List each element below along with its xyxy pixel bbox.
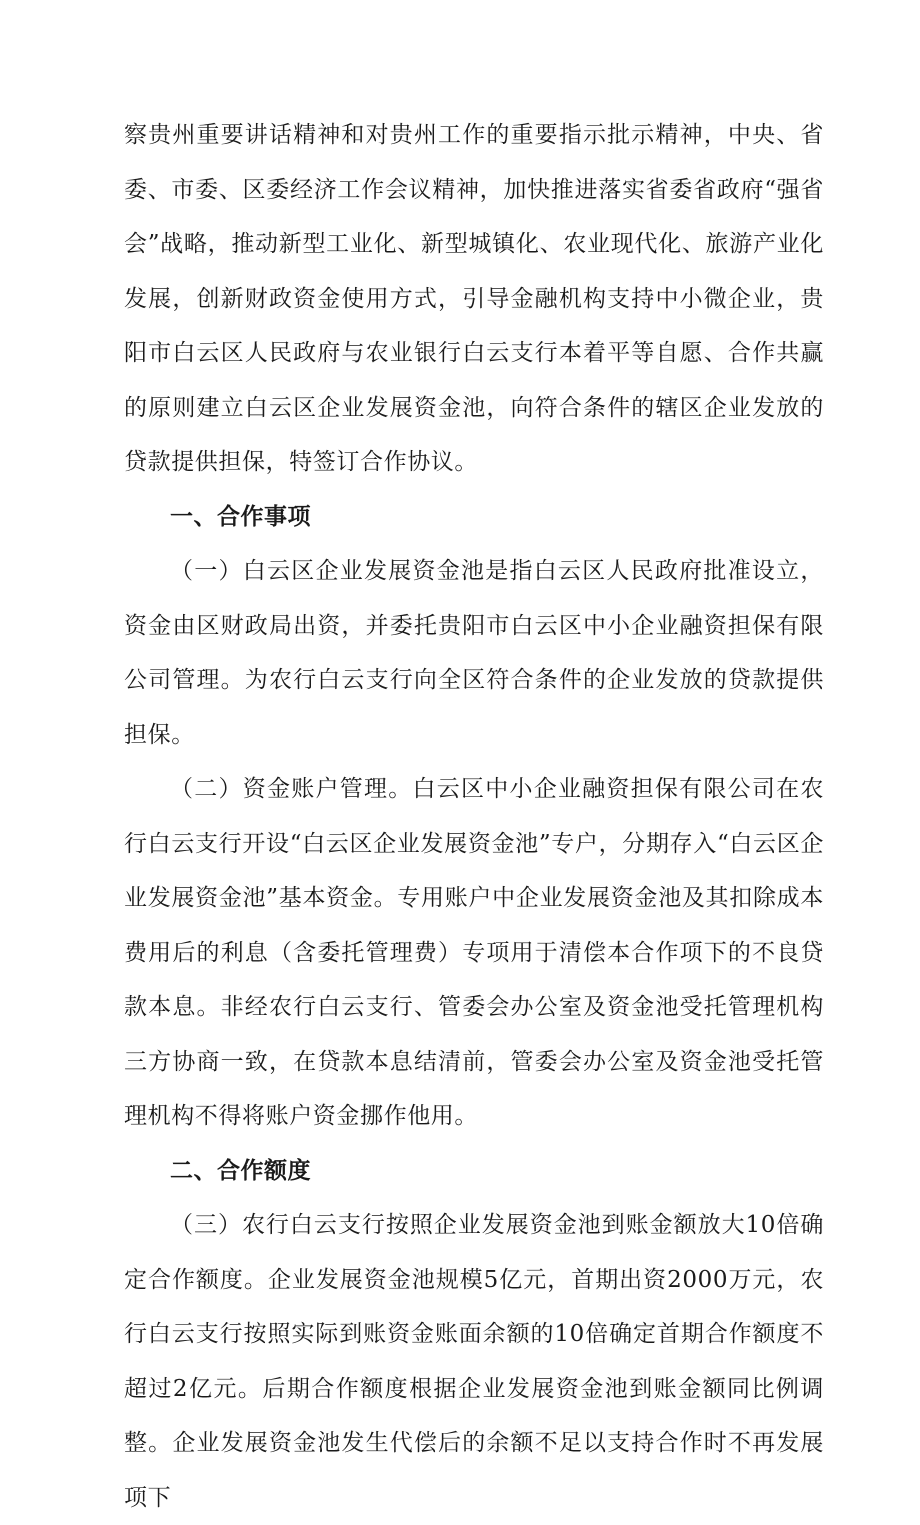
paragraph-clause-1: （一）白云区企业发展资金池是指白云区人民政府批准设立，资金由区财政局出资，并委托贵阳市白云区中小企业融资担保有限公司管理。为农行白云支行向全区符合条件的企业发放的贷款提供担保。: [124, 558, 824, 748]
paragraph-clause-2: （二）资金账户管理。白云区中小企业融资担保有限公司在农行白云支行开设“白云区企业发展资金池”专户，分期存入“白云区企业发展资金池”基本资金。专用账户中企业发展资金池及其扣除成本费用后的利息（含委托管理费）专项用于清偿本合作项下的不良贷款本息。非经农行白云支行、管委会办公室及资金池受托管理机构三方协商一致，在贷款本息结清前，管委会办公室及资金池受托管理机构不得将账户资金挪作他用。: [124, 776, 824, 1129]
section-heading-cooperation-amount: 二、合作额度: [170, 1157, 311, 1184]
paragraph-preamble: 察贵州重要讲话精神和对贵州工作的重要指示批示精神，中央、省委、市委、区委经济工作会议精神，加快推进落实省委省政府“强省会”战略，推动新型工业化、新型城镇化、农业现代化、旅游产业化发展，创新财政资金使用方式，引导金融机构支持中小微企业，贵阳市白云区人民政府与农业银行白云支行本着平等自愿、合作共赢的原则建立白云区企业发展资金池，向符合条件的辖区企业发放的贷款提供担保，特签订合作协议。: [124, 122, 824, 475]
paragraph-clause-3: （三）农行白云支行按照企业发展资金池到账金额放大10倍确定合作额度。企业发展资金池规模5亿元，首期出资2000万元，农行白云支行按照实际到账资金账面余额的10倍确定首期合作额度不超过2亿元。后期合作额度根据企业发展资金池到账金额同比例调整。企业发展资金池发生代偿后的余额不足以支持合作时不再发展项下: [124, 1212, 824, 1511]
section-heading-cooperation-matters: 一、合作事项: [170, 503, 311, 530]
document-body: [124, 108, 824, 1525]
